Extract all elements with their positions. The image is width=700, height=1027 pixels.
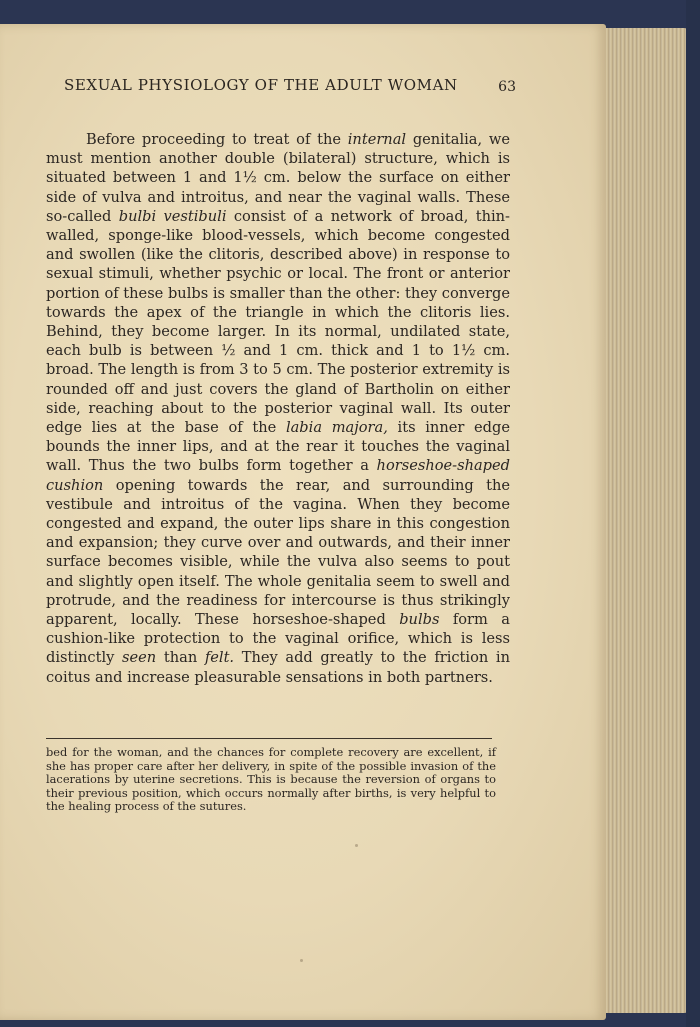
body-paragraph [46,130,510,687]
body-text-segment: than [156,649,205,667]
emphasis-labia-majora: labia majora, [285,419,388,437]
footnote-rule [46,738,492,739]
body-text-segment: form a cushion-like protection to the vaginal orifice, which is less distinctly [46,611,510,667]
book-cover-edge [686,0,700,1027]
body-text-segment: Before proceeding to treat of the [86,131,348,148]
emphasis-horseshoe-cushion: horseshoe-shaped cushion [46,457,510,494]
page-header [64,76,516,106]
emphasis-bulbs: bulbs [399,611,440,629]
page-number: 63 [498,79,516,95]
emphasis-felt: felt. [204,649,235,667]
body-text-segment: its inner edge bounds the inner lips, and at the rear it touches the vaginal wall. Thus the two bulbs form together a [46,419,510,475]
body-text-segment: opening towards the rear, and surrounding the vestibule and introitus of the vagina. When they become congested and expand, the outer lips share in this congestion and expansion; they curve over and outwards, and their inner surface becomes visible, while the vulva also seems to pout and slightly open itself. The whole genitalia seem to swell and protrude, and the readiness for intercourse is thus strikingly apparent, locally. These horseshoe-shaped [46,476,510,629]
body-text-segment: genitalia, we must mention another double (bilateral) structure, which is situated between 1 and 1½ cm. below the surface on either side of vulva and introitus, and near the vaginal walls. These so-called [46,131,510,225]
body-text-segment: They add greatly to the friction in coitus and increase pleasurable sensations in both partners. [46,649,510,686]
emphasis-bulbi-vestibuli: bulbi vestibuli [118,207,227,225]
footnote: bed for the woman, and the chances for complete recovery are excellent, if she has proper care after her delivery, in spite of the possible invasion of the lacerations by uterine secretions. This is because the reversion of organs to their previous position, which occurs normally after births, is very helpful to the healing process of the sutures. [46,745,496,814]
emphasis-internal: internal [347,131,407,148]
paper-speck [355,844,358,847]
emphasis-seen: seen [122,649,157,667]
running-head: SEXUAL PHYSIOLOGY OF THE ADULT WOMAN [64,76,458,94]
paper-speck [300,959,303,962]
body-text-segment: consist of a network of broad, thin-walled, sponge-like blood-vessels, which become congested and swollen (like the clitoris, described above) in response to sexual stimuli, whether psychic or local. The front or anterior portion of these bulbs is smaller than the other: they converge towards the apex of the triangle in which the clitoris lies. Behind, they become larger. In its normal, undilated state, each bulb is between ½ and 1 cm. thick and 1 to 1½ cm. broad. The length is from 3 to 5 cm. The posterior extremity is rounded off and just covers the gland of Bartholin on either side, reaching about to the posterior vaginal wall. Its outer edge lies at the base of the [46,207,510,437]
